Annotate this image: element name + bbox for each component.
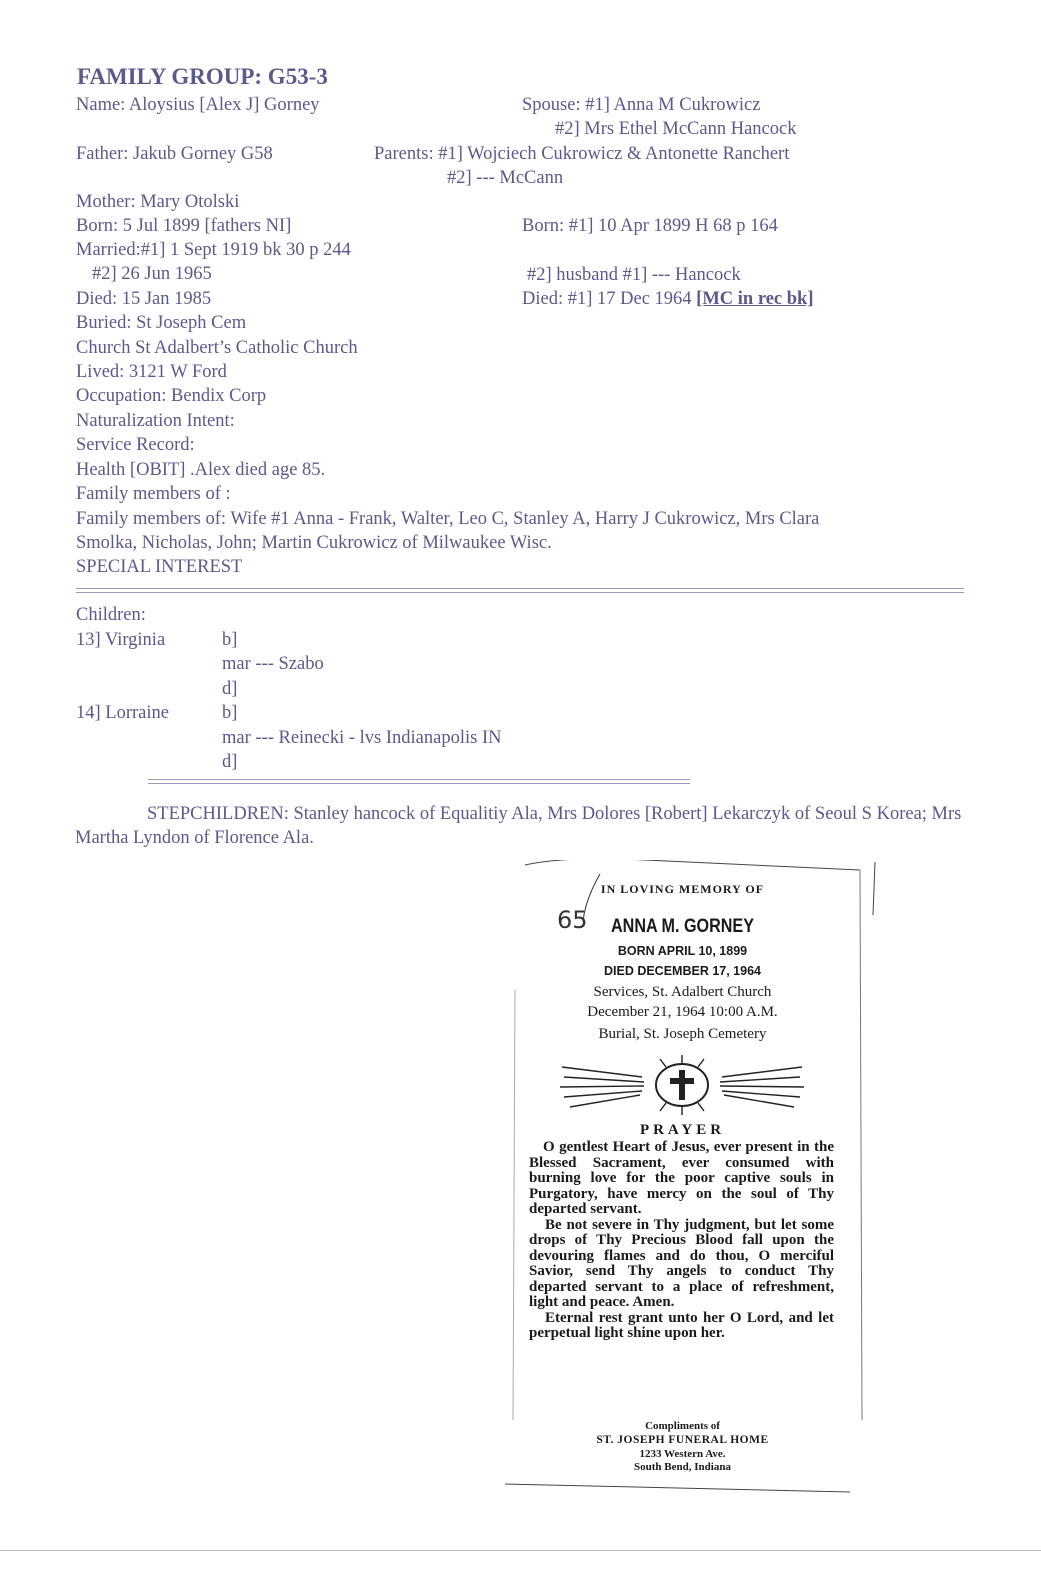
prayer-paragraph-2: Be not severe in Thy judgment, but let some drops of Thy Precious Blood fall upon the devouring flames and do thou, O merciful Savior, send Thy angels to conduct Thy departed servant to a place of refreshment, light and peace. Amen. (529, 1216, 834, 1310)
special-interest: SPECIAL INTEREST (76, 557, 243, 577)
family-wife-line-1: Family members of: Wife #1 Anna - Frank, Walter, Leo C, Stanley A, Harry J Cukrowicz, Mrs Clara (76, 509, 820, 529)
record-book-link[interactable]: [MC in rec bk] (696, 289, 814, 309)
spouse-husband-line: #2] husband #1] --- Hancock (527, 265, 741, 285)
card-prayer-text (529, 1140, 834, 1342)
naturalization-line: Naturalization Intent: (76, 411, 235, 431)
prayer-paragraph-1: O gentlest Heart of Jesus, ever present in the Blessed Sacrament, ever consumed with burning love for the poor captive souls in Purgatory, have mercy on the soul of Thy departed servant. (529, 1139, 834, 1217)
health-line: Health [OBIT] .Alex died age 85. (76, 460, 326, 480)
card-memory-line: IN LOVING MEMORY OF (600, 882, 765, 896)
section-divider (76, 588, 964, 593)
card-prayer-title: PRAYER (639, 1122, 726, 1138)
lived-line: Lived: 3121 W Ford (76, 362, 227, 382)
cross-emblem (560, 1055, 804, 1115)
children-divider (148, 779, 690, 784)
parents-line-2: #2] --- McCann (447, 168, 564, 188)
card-compliments: Compliments of (645, 1420, 720, 1432)
family-wife-line-2: Smolka, Nicholas, John; Martin Cukrowicz of Milwaukee Wisc. (76, 533, 552, 553)
child-married-virginia: mar --- Szabo (222, 654, 324, 674)
died-line: Died: 15 Jan 1985 (76, 289, 212, 309)
spouse-born-line: Born: #1] 10 Apr 1899 H 68 p 164 (522, 216, 778, 236)
spouse-line-2: #2] Mrs Ethel McCann Hancock (555, 119, 797, 139)
scan-edge (0, 1550, 1041, 1551)
handwritten-mark: 65 (557, 906, 588, 934)
church-line: Church St Adalbert’s Catholic Church (76, 338, 358, 358)
occupation-line: Occupation: Bendix Corp (76, 386, 267, 406)
stepchildren-text: STEPCHILDREN: Stanley hancock of Equalitiy Ala, Mrs Dolores [Robert] Lekarczyk of Seoul S Korea; Mrs Martha Lyndon of Florence Ala. (75, 804, 962, 848)
married-line-2: #2] 26 Jun 1965 (92, 264, 212, 284)
spouse-died-text: Died: #1] 17 Dec 1964 (522, 289, 697, 309)
child-born-virginia: b] (222, 630, 238, 650)
child-died-virginia: d] (222, 679, 238, 699)
child-name-virginia: 13] Virginia (76, 630, 166, 650)
card-born: BORN APRIL 10, 1899 (617, 944, 748, 958)
card-service-date: December 21, 1964 10:00 A.M. (587, 1004, 778, 1020)
child-died-lorraine: d] (222, 752, 238, 772)
spouse-died-line (522, 288, 814, 310)
service-line: Service Record: (76, 435, 195, 455)
stepchildren-paragraph (75, 802, 965, 850)
card-died: DIED DECEMBER 17, 1964 (603, 964, 761, 978)
born-line: Born: 5 Jul 1899 [fathers NI] (76, 216, 292, 236)
card-city: South Bend, Indiana (634, 1461, 731, 1473)
married-line-1: Married:#1] 1 Sept 1919 bk 30 p 244 (76, 240, 351, 260)
mother-line: Mother: Mary Otolski (76, 192, 240, 212)
card-address: 1233 Western Ave. (639, 1448, 726, 1460)
child-born-lorraine: b] (222, 703, 238, 723)
spouse-line-1: Spouse: #1] Anna M Cukrowicz (522, 95, 761, 115)
family-of-line: Family members of : (76, 484, 231, 504)
card-services: Services, St. Adalbert Church (593, 984, 772, 1000)
children-heading: Children: (76, 605, 146, 625)
child-name-lorraine: 14] Lorraine (76, 703, 169, 723)
card-deceased-name: ANNA M. GORNEY (611, 916, 754, 937)
name-line: Name: Aloysius [Alex J] Gorney (76, 95, 320, 115)
card-burial: Burial, St. Joseph Cemetery (598, 1026, 767, 1042)
child-married-lorraine: mar --- Reinecki - lvs Indianapolis IN (222, 728, 502, 748)
memorial-card (505, 860, 860, 1490)
prayer-paragraph-3: Eternal rest grant unto her O Lord, and let perpetual light shine upon her. (529, 1309, 834, 1341)
page-title: FAMILY GROUP: G53-3 (77, 64, 328, 89)
parents-line-1: Parents: #1] Wojciech Cukrowicz & Antonette Ranchert (374, 144, 790, 164)
buried-line: Buried: St Joseph Cem (76, 313, 247, 333)
father-line: Father: Jakub Gorney G58 (76, 144, 273, 164)
card-funeral-home: ST. JOSEPH FUNERAL HOME (596, 1434, 769, 1446)
